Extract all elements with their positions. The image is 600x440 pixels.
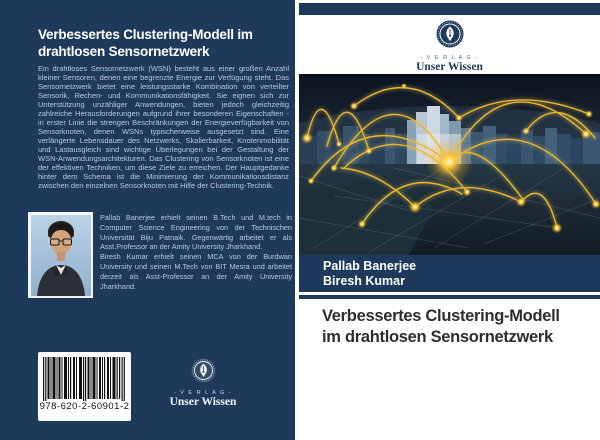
publisher-logo-front <box>299 19 600 73</box>
author-bio-pallab: Pallab Banerjee erhielt seinen B.Tech und M.tech in Computer Science Engineering von der Technischen Universität Biju Patnaik. Gegenwärtig arbeitet er als Asst.Professor an der Amity University Jharkhand. <box>100 213 292 252</box>
author-bios <box>100 213 292 291</box>
publisher-logo-back <box>158 357 248 408</box>
publisher-name: Unser Wissen <box>169 396 237 408</box>
barcode-bars <box>43 357 126 401</box>
back-title-line2: drahtlosen Sensornetzwerk <box>38 44 210 59</box>
divider-bar <box>299 295 600 299</box>
pen-nib-icon <box>435 19 465 49</box>
cover-image-city-network <box>299 74 600 255</box>
author-name-1: Pallab Banerjee <box>323 259 417 273</box>
publisher-imprint: - V E R L A G - <box>173 390 233 396</box>
isbn-barcode <box>38 352 131 421</box>
author-band <box>299 255 600 292</box>
author-portrait-illustration <box>31 215 91 296</box>
author-bio-biresh: Biresh Kumar erhielt seinen MCA von der Burdwan University und seinen M.Tech von BIT Mesra und arbeitet derzeit als Asst-Professor an der Amity University Jharkhand. <box>100 252 292 291</box>
publisher-imprint: - V E R L A G - <box>420 55 479 61</box>
front-title-line2: im drahtlosen Sensornetzwerk <box>322 328 553 346</box>
front-cover <box>299 0 600 440</box>
top-accent-bar <box>299 3 600 15</box>
author-photo <box>28 212 93 298</box>
back-cover <box>0 0 295 440</box>
isbn-number: 978-620-2-60901-2 <box>39 401 130 412</box>
back-title-line1: Verbessertes Clustering-Modell im <box>38 27 253 42</box>
book-description: Ein drahtloses Sensornetzwerk (WSN) besteht aus einer großen Anzahl kleiner Sensoren, denen eine begrenzte Energie zur Verfügung steht. Das Sensornetzwerk bietet eine leistungsstarke Kombination von verteilter Sensorik, Rechen- und Kommunikationsfähigkeit. Sie eignen sich zur Unterstützung unzähliger Anwendungen, bieten jedoch gleichzeitig zahlreiche Herausforderungen aufgrund ihrer besonderen Eigenschaften - in erster Linie die strengen Beschränkungen der Energieverfügbarkeit von Sensorknoten, denen WSNs typischerweise ausgesetzt sind. Eine verlängerte Lebensdauer des Netzwerks, Skalierbarkeit, Knotenmobilität und Lastausgleich sind wichtige Überlegungen bei der Gestaltung der WSN-Anwendungsarchitekturen. Das Clustering von Sensorknoten ist eine der effektiven Techniken, um diese Ziele zu erreichen. Der Hauptgedanke hinter dem Schema ist die Minimierung der Kommunikationsdistanz zwischen den einzelnen Sensorknoten mit Hilfe der Clustering-Technik. <box>38 64 289 190</box>
front-title <box>322 306 598 348</box>
author-name-2: Biresh Kumar <box>323 274 405 288</box>
publisher-name: Unser Wissen <box>416 61 483 73</box>
pen-nib-icon <box>190 357 217 384</box>
front-title-line1: Verbessertes Clustering-Modell <box>322 307 560 325</box>
back-title <box>38 26 290 60</box>
